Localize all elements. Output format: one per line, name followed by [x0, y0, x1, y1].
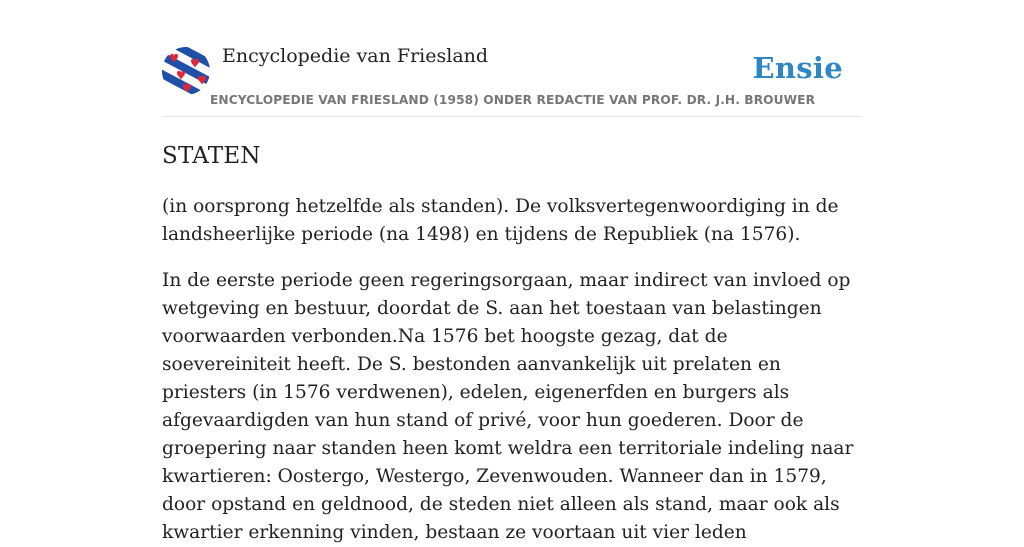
- article-paragraph: In de eerste periode geen regeringsorgaan, maar indirect van invloed op wetgeving en bestuur, doordat de S. aan het toestaan van belastingen voorwaarden verbonden.Na 1576 bet hoogste gezag, dat de soevereiniteit heeft. De S. bestonden aanvankelijk uit prelaten en priesters (in 1576 verdwenen), edelen, eigenerfden en burgers als afgevaardigden van hun stand of privé, voor hun goederen. Door de groepering naar standen heen komt weldra een territoriale indeling naar kwartieren: Oostergo, Westergo, Zevenwouden. Wanneer dan in 1579, door opstand en geldnood, de steden niet alleen als stand, maar ook als kwartier erkenning vinden, bestaan ze voortaan uit vier leden: [162, 270, 854, 543]
- frisian-flag-logo-icon[interactable]: [162, 47, 210, 95]
- article-title: STATEN: [162, 143, 261, 169]
- encyclopedia-subtitle: ENCYCLOPEDIE VAN FRIESLAND (1958) ONDER REDACTIE VAN PROF. DR. J.H. BROUWER: [210, 93, 816, 107]
- page: [162, 0, 862, 543]
- header: [162, 0, 862, 117]
- brand-logo-text[interactable]: Ensie: [752, 51, 843, 85]
- article-paragraph: (in oorsprong hetzelfde als standen). De volksvertegenwoordiging in de landsheerlijke periode (na 1498) en tijdens de Republiek (na 1576).: [162, 196, 839, 245]
- site-title[interactable]: Encyclopedie van Friesland: [222, 45, 489, 67]
